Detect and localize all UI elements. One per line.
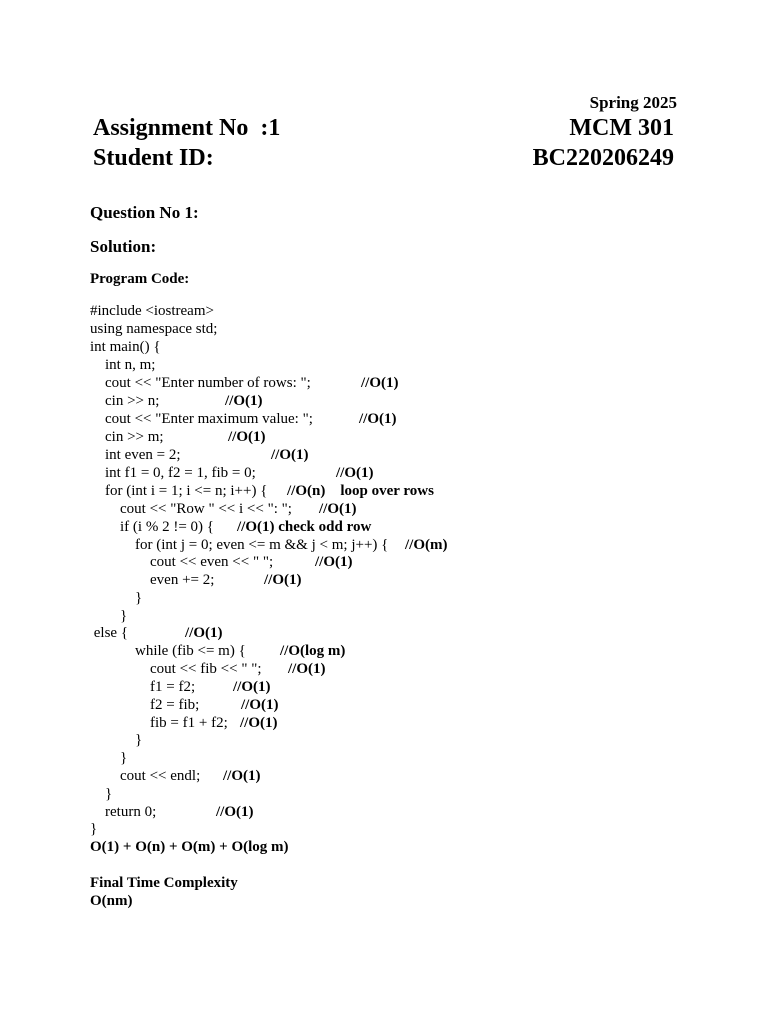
code-text: }: [90, 590, 143, 606]
code-text: using namespace std;: [90, 321, 218, 337]
code-text: if (i % 2 != 0) {: [90, 519, 214, 535]
code-comment: //O(1): [233, 679, 271, 695]
code-text: return 0;: [90, 804, 157, 820]
code-text: int n, m;: [90, 357, 156, 373]
code-line: [90, 696, 279, 714]
code-line: [90, 464, 374, 482]
code-text: f2 = fib;: [90, 697, 200, 713]
code-line: [90, 536, 448, 554]
course-code: MCM 301: [569, 115, 674, 141]
question-heading: Question No 1:: [90, 203, 199, 222]
final-complexity-label: Final Time Complexity: [90, 875, 238, 891]
code-line: [90, 767, 261, 785]
code-line: [90, 642, 346, 660]
code-text: }: [90, 821, 98, 837]
code-line: [90, 320, 217, 338]
code-line: [90, 446, 309, 464]
code-text: else {: [90, 625, 129, 641]
code-line: [90, 589, 142, 607]
semester-label: Spring 2025: [589, 93, 677, 112]
code-comment: //O(1): [241, 697, 279, 713]
code-line: [90, 338, 161, 356]
code-text: }: [90, 786, 113, 802]
complexity-sum: O(1) + O(n) + O(m) + O(log m): [90, 839, 289, 855]
code-line: [90, 518, 372, 536]
code-line: [90, 302, 214, 320]
code-text: for (int i = 1; i <= n; i++) {: [90, 483, 268, 499]
code-line: [90, 374, 399, 392]
code-line: [90, 500, 357, 518]
code-comment: //O(1): [216, 804, 254, 820]
code-text: cin >> n;: [90, 393, 160, 409]
code-line: [90, 803, 254, 821]
code-text: cin >> m;: [90, 429, 164, 445]
code-text: cout << "Row " << i << ": ";: [90, 501, 292, 517]
code-comment: //O(n) loop over rows: [287, 483, 434, 499]
code-comment: //O(log m): [280, 643, 346, 659]
code-comment: //O(1): [336, 465, 374, 481]
code-text: }: [90, 732, 143, 748]
code-comment: //O(1): [288, 661, 326, 677]
code-line: [90, 749, 127, 767]
code-line: [90, 392, 263, 410]
code-text: }: [90, 608, 128, 624]
code-text: #include <iostream>: [90, 303, 214, 319]
solution-heading: Solution:: [90, 237, 157, 256]
code-comment: //O(1): [271, 447, 309, 463]
code-line: [90, 410, 397, 428]
code-line: [90, 714, 278, 732]
code-text: cout << endl;: [90, 768, 201, 784]
code-text: int f1 = 0, f2 = 1, fib = 0;: [90, 465, 256, 481]
student-id-label: Student ID:: [93, 145, 214, 171]
code-text: int even = 2;: [90, 447, 181, 463]
code-line: [90, 428, 266, 446]
code-text: while (fib <= m) {: [90, 643, 246, 659]
code-line: [90, 571, 302, 589]
code-comment: //O(1): [359, 411, 397, 427]
code-comment: //O(1): [264, 572, 302, 588]
code-text: fib = f1 + f2;: [90, 715, 228, 731]
code-comment: //O(1): [225, 393, 263, 409]
code-comment: //O(1): [240, 715, 278, 731]
code-comment: //O(1): [185, 625, 223, 641]
assignment-title: Assignment No :1: [93, 115, 281, 141]
code-comment: //O(1): [223, 768, 261, 784]
code-text: cout << "Enter number of rows: ";: [90, 375, 311, 391]
code-comment: //O(m): [405, 537, 448, 553]
code-comment: //O(1): [228, 429, 266, 445]
code-text: cout << "Enter maximum value: ";: [90, 411, 313, 427]
code-line: [90, 678, 271, 696]
code-text: f1 = f2;: [90, 679, 196, 695]
code-text: int main() {: [90, 339, 161, 355]
code-line: [90, 553, 353, 571]
code-line: [90, 624, 223, 642]
code-line: [90, 785, 112, 803]
student-id-value: BC220206249: [532, 145, 674, 171]
final-complexity-value: O(nm): [90, 893, 133, 909]
code-comment: //O(1): [319, 501, 357, 517]
code-text: even += 2;: [90, 572, 215, 588]
code-line: [90, 660, 326, 678]
code-line: [90, 731, 142, 749]
code-text: }: [90, 750, 128, 766]
code-text: for (int j = 0; even <= m && j < m; j++) {: [90, 537, 389, 553]
code-line: [90, 820, 97, 838]
code-text: cout << fib << " ";: [90, 661, 262, 677]
program-code-label: Program Code:: [90, 271, 190, 287]
code-line: [90, 607, 127, 625]
code-comment: //O(1): [315, 554, 353, 570]
code-line: [90, 482, 434, 500]
code-text: cout << even << " ";: [90, 554, 274, 570]
code-comment: //O(1): [361, 375, 399, 391]
code-comment: //O(1) check odd row: [237, 519, 372, 535]
code-line: [90, 356, 155, 374]
